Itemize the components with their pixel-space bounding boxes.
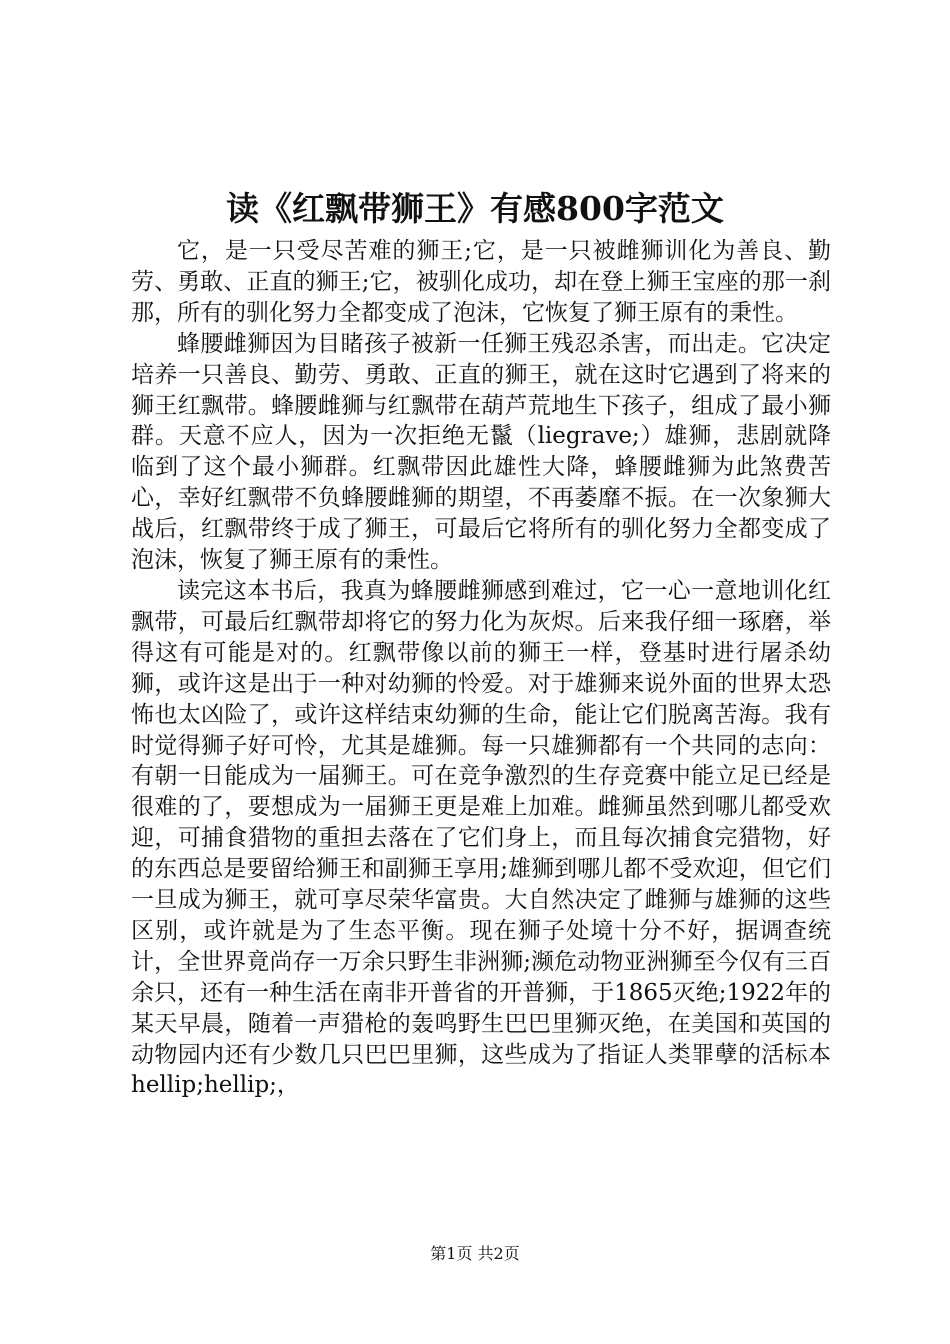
page-footer: 第1页 共2页 (430, 1244, 520, 1263)
document-body (131, 236, 831, 1101)
paragraph-3: 读完这本书后，我真为蜂腰雌狮感到难过，它一心一意地训化红飘带，可最后红飘带却将它的努力化为灰烬。后来我仔细一琢磨，举得这有可能是对的。红飘带像以前的狮王一样，登基时进行屠杀幼狮，或许这是出于一种对幼狮的怜爱。对于雄狮来说外面的世界太恐怖也太凶险了，或许这样结束幼狮的生命，能让它们脱离苦海。我有时觉得狮子好可怜，尤其是雄狮。每一只雄狮都有一个共同的志向：有朝一日能成为一届狮王。可在竞争激烈的生存竞赛中能立足已经是很难的了，要想成为一届狮王更是难上加难。雌狮虽然到哪儿都受欢迎，可捕食猎物的重担去落在了它们身上，而且每次捕食完猎物，好的东西总是要留给狮王和副狮王享用;雄狮到哪儿都不受欢迎，但它们一旦成为狮王，就可享尽荣华富贵。大自然决定了雌狮与雄狮的这些区别，或许就是为了生态平衡。现在狮子处境十分不好，据调查统计，全世界竟尚存一万余只野生非洲狮;濒危动物亚洲狮至今仅有三百余只，还有一种生活在南非开普省的开普狮，于1865灭绝;1922年的某天早晨，随着一声猎枪的轰鸣野生巴巴里狮灭绝，在美国和英国的动物园内还有少数几只巴巴里狮，这些成为了指证人类罪孽的活标本hellip;hellip;， (131, 577, 831, 1099)
document-title: 读《红飘带狮王》有感800字范文 (226, 189, 724, 228)
paragraph-1: 它，是一只受尽苦难的狮王;它，是一只被雌狮训化为善良、勤劳、勇敢、正直的狮王;它，被驯化成功，却在登上狮王宝座的那一刹那，所有的驯化努力全都变成了泡沫，它恢复了狮王原有的秉性。 (131, 238, 831, 326)
paragraph-2: 蜂腰雌狮因为目睹孩子被新一任狮王残忍杀害，而出走。它决定培养一只善良、勤劳、勇敢、正直的狮王，就在这时它遇到了将来的狮王红飘带。蜂腰雌狮与红飘带在葫芦荒地生下孩子，组成了最小狮群。天意不应人，因为一次拒绝无鬣（liegrave;）雄狮，悲剧就降临到了这个最小狮群。红飘带因此雄性大降，蜂腰雌狮为此煞费苦心，幸好红飘带不负蜂腰雌狮的期望，不再萎靡不振。在一次象狮大战后，红飘带终于成了狮王，可最后它将所有的驯化努力全都变成了泡沫，恢复了狮王原有的秉性。 (131, 330, 831, 574)
